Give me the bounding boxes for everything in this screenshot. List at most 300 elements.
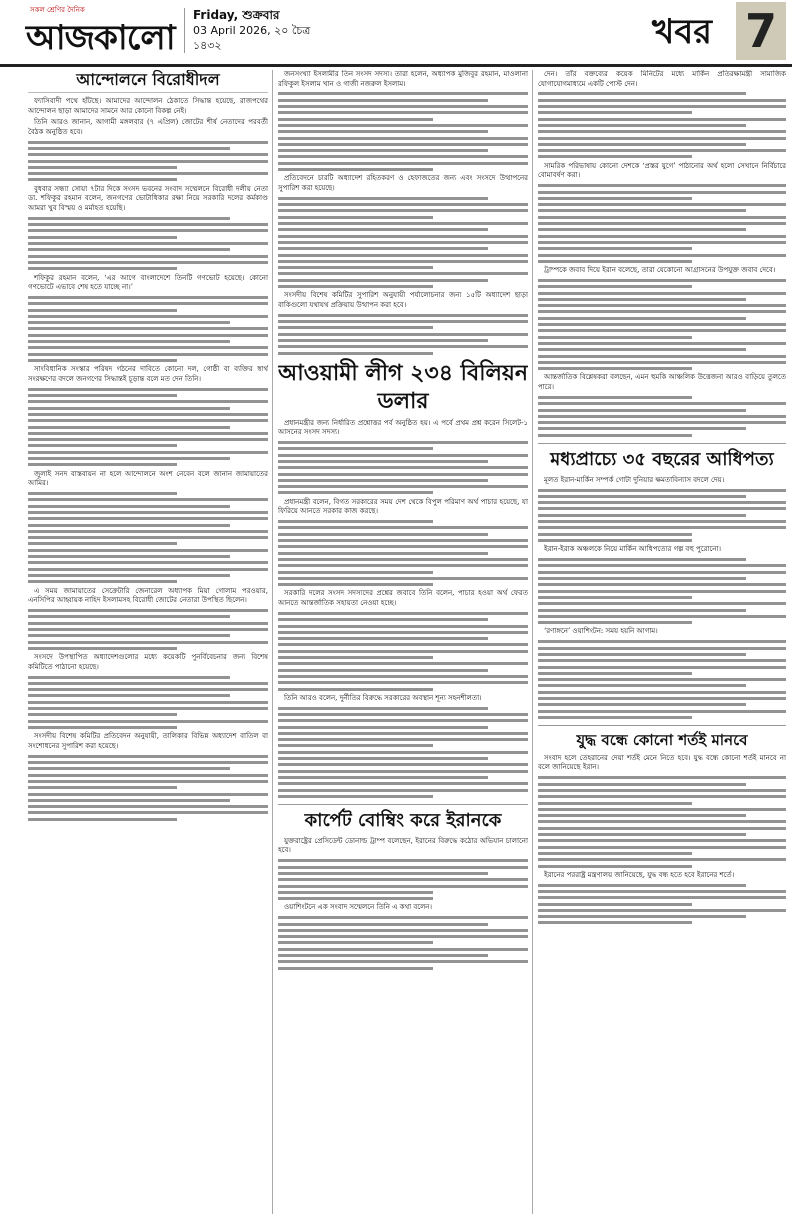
text-line xyxy=(278,254,528,257)
text-line xyxy=(538,124,746,127)
text-line xyxy=(28,327,268,330)
text-line xyxy=(28,561,268,564)
text-line xyxy=(538,716,692,719)
text-line xyxy=(28,248,230,251)
text-line xyxy=(278,441,528,444)
text-line xyxy=(278,92,528,95)
text-line xyxy=(538,795,786,798)
text-line xyxy=(538,653,746,656)
text-line xyxy=(538,105,786,108)
text-line xyxy=(28,153,268,156)
masthead xyxy=(0,0,792,67)
text-line xyxy=(538,884,746,887)
text-line xyxy=(538,802,692,805)
text-line xyxy=(28,359,177,362)
text-line xyxy=(538,228,746,231)
text-line xyxy=(28,811,268,814)
text-line xyxy=(28,761,268,764)
text-block xyxy=(28,609,268,650)
text-line xyxy=(28,229,268,232)
text-line xyxy=(538,909,786,912)
article-paragraph: ইরানের পররাষ্ট্র মন্ত্রণালয় জানিয়েছে, যুদ্ধ বন্ধ হতে হবে ইরানের শর্তে। xyxy=(544,870,735,879)
article-paragraph: সাংবিধানিক সংস্কার পরিষদ গঠনের দাবিতে কোনো দল, গোষ্ঠী বা ব্যক্তির স্বার্থ সংরক্ষণের বদলে জনগণের সিদ্ধান্তই চূড়ান্ত বলে মত দেন তিনি। xyxy=(28,365,268,383)
text-line xyxy=(28,713,177,716)
text-line xyxy=(538,839,786,842)
text-block xyxy=(278,916,528,969)
text-line xyxy=(538,814,746,817)
text-line xyxy=(28,261,268,264)
text-line xyxy=(538,434,692,437)
text-line xyxy=(538,710,786,713)
article-paragraph: প্রধানমন্ত্রী বলেন, বিগত সরকারের সময় দেশ থেকে বিপুল পরিমাণ অর্থ পাচার হয়েছে, যা ফিরিয়ে আনতে সরকার কাজ করছে। xyxy=(278,497,528,516)
text-line xyxy=(278,479,488,482)
text-line xyxy=(28,400,268,403)
column-left xyxy=(28,70,268,1214)
text-line xyxy=(278,776,488,779)
text-line xyxy=(538,697,786,700)
text-line xyxy=(538,833,746,836)
text-line xyxy=(278,545,528,548)
text-line xyxy=(538,241,786,244)
text-line xyxy=(28,438,268,441)
text-line xyxy=(278,577,528,580)
text-line xyxy=(28,517,268,520)
newspaper-logo xyxy=(26,6,176,58)
text-line xyxy=(278,222,528,225)
text-line xyxy=(278,333,528,336)
article-paragraph: ফ্যাসিবাদী পথে হাঁটছে। আমাদের আন্দোলন ঠেকাতে সিদ্ধান্ত হয়েছে, রাজপথের আন্দোলন ছাড়া আমাদের সামনে আর কোনো বিকল্প নেই। xyxy=(28,97,268,115)
text-line xyxy=(538,137,786,140)
text-line xyxy=(28,160,268,163)
text-line xyxy=(538,191,786,194)
text-line xyxy=(278,625,528,628)
text-line xyxy=(278,631,528,634)
article-body xyxy=(278,837,528,970)
article-headline: আন্দোলনে বিরোধীদল xyxy=(28,70,268,93)
text-line xyxy=(28,223,268,226)
text-line xyxy=(538,396,692,399)
text-line xyxy=(278,235,528,238)
text-line xyxy=(28,498,268,501)
text-line xyxy=(538,427,746,430)
text-line xyxy=(538,865,692,868)
text-line xyxy=(538,558,746,561)
text-block xyxy=(278,92,528,171)
text-line xyxy=(28,451,268,454)
article-paragraph: ওয়াশিংটনে এক সংবাদ সম্মেলনে তিনি এ কথা বলেন। xyxy=(284,903,432,912)
text-line xyxy=(538,514,746,517)
text-line xyxy=(278,473,528,476)
logo-tagline: সকল শ্রেণির দৈনিক xyxy=(30,6,85,14)
article-paragraph: এ সময় জামায়াতের সেক্রেটারি জেনারেল অধ্যাপক মিয়া গোলাম পরওয়ার, এনসিপির আহ্বায়ক নাহিদ ইসলামসহ বিরোধী জোটের নেতারা উপস্থিত ছিলেন। xyxy=(28,586,268,605)
text-line xyxy=(278,656,433,659)
text-line xyxy=(28,413,268,416)
text-block xyxy=(278,520,528,586)
text-line xyxy=(28,580,177,583)
text-line xyxy=(538,615,786,618)
text-line xyxy=(278,162,528,165)
text-line xyxy=(538,921,692,924)
article-paragraph: দেন। তাঁর বক্তব্যের কয়েক মিনিটের মধ্যে মার্কিন প্রতিরক্ষামন্ত্রী সামাজিক যোগাযোগমাধ্যমে একটি পোস্ট দেন। xyxy=(538,70,786,88)
text-line xyxy=(538,691,786,694)
text-block xyxy=(278,441,528,494)
text-block xyxy=(538,884,786,925)
text-line xyxy=(538,209,746,212)
text-line xyxy=(28,315,268,318)
text-line xyxy=(278,897,433,900)
text-line xyxy=(538,421,786,424)
text-line xyxy=(278,941,433,944)
text-line xyxy=(278,460,488,463)
text-line xyxy=(538,279,786,282)
text-line xyxy=(28,609,268,612)
text-line xyxy=(278,643,528,646)
text-line xyxy=(538,915,746,918)
article-paragraph: সরকারি দলের সংসদ সদস্যদের প্রশ্নের জবাবে তিনি বলেন, পাচার হওয়া অর্থ ফেরত আনতে আন্তর্জাতিক সহায়তা নেওয়া হচ্ছে। xyxy=(278,589,528,608)
text-line xyxy=(278,285,433,288)
text-line xyxy=(28,432,268,435)
text-line xyxy=(278,960,528,963)
article-body xyxy=(538,754,786,925)
text-line xyxy=(538,820,786,823)
article-paragraph: আন্তর্জাতিক বিশ্লেষকরা বলছেন, এমন হুমকি আঞ্চলিক উত্তেজনা আরও বাড়িয়ে তুলতে পারে। xyxy=(538,373,786,392)
text-line xyxy=(538,808,786,811)
text-line xyxy=(28,628,268,631)
article-paragraph: তিনি আরও জানান, আগামী মঙ্গলবার (৭ এপ্রিল) জোটের শীর্ষ নেতাদের পরবর্তী বৈঠক অনুষ্ঠিত হবে। xyxy=(28,118,268,136)
article-paragraph: মূলত ইরান-মার্কিন সম্পর্ক গোটা দুনিয়ার ক্ষমতাবিন্যাস বদলে দেয়। xyxy=(544,475,725,484)
text-line xyxy=(538,310,786,313)
article-paragraph: সংসদীয় বিশেষ কমিটির প্রতিবেদন অনুযায়ী, তালিকার বিভিন্ন অধ্যাদেশ বাতিল বা সংশোধনের সুপারিশ করা হয়েছে। xyxy=(28,732,268,750)
text-block xyxy=(28,141,268,182)
text-line xyxy=(278,266,433,269)
text-line xyxy=(278,558,528,561)
text-line xyxy=(538,342,786,345)
text-block xyxy=(278,707,528,798)
text-line xyxy=(278,681,528,684)
text-line xyxy=(28,388,268,391)
text-line xyxy=(278,948,528,951)
text-line xyxy=(278,533,488,536)
text-line xyxy=(28,166,177,169)
text-line xyxy=(28,641,268,644)
text-line xyxy=(538,99,786,102)
text-line xyxy=(278,520,433,523)
article-headline: কার্পেট বোম্বিং করে ইরানকে xyxy=(278,804,528,833)
text-line xyxy=(538,409,746,412)
text-line xyxy=(538,647,786,650)
text-line xyxy=(278,130,488,133)
text-line xyxy=(538,858,786,861)
text-line xyxy=(538,254,786,257)
text-line xyxy=(28,555,230,558)
text-line xyxy=(278,782,528,785)
text-line xyxy=(538,890,786,893)
article-headline: যুদ্ধ বন্ধে কোনো শর্তই মানবে xyxy=(538,725,786,750)
text-line xyxy=(278,209,528,212)
text-block xyxy=(278,612,528,691)
text-line xyxy=(278,149,488,152)
text-line xyxy=(278,216,433,219)
text-line xyxy=(278,552,488,555)
article-paragraph: জুলাই সনদ বাস্তবায়ন না হলে আন্দোলনে অংশ নেবেন বলে জানান জামায়াতের আমির। xyxy=(28,469,268,488)
column-divider xyxy=(272,70,273,1214)
text-line xyxy=(538,367,692,370)
text-line xyxy=(278,571,433,574)
text-line xyxy=(538,590,786,593)
text-line xyxy=(28,511,268,514)
text-line xyxy=(278,688,433,691)
text-line xyxy=(538,602,786,605)
text-line xyxy=(538,684,746,687)
article-headline: মধ্যপ্রাচ্যে ৩৫ বছরের আধিপত্য xyxy=(538,443,786,472)
text-line xyxy=(278,168,433,171)
text-line xyxy=(538,118,786,121)
text-line xyxy=(28,799,230,802)
text-line xyxy=(538,130,786,133)
article-paragraph: ‘রণাঙ্গনে’ ওয়াশিংটন: সময় হয়নি আগাম। xyxy=(544,627,658,636)
text-line xyxy=(538,143,746,146)
article-paragraph: যুক্তরাষ্ট্রের প্রেসিডেন্ট ডোনাল্ড ট্রাম্প বলেছেন, ইরানের বিরুদ্ধে কঠোর অভিযান চালানো হবে। xyxy=(278,836,528,855)
text-line xyxy=(538,533,692,536)
text-block xyxy=(538,489,786,542)
text-line xyxy=(278,757,488,760)
article-paragraph: সংবাদ হলে তেহরানের দেয়া শর্তই মেনে নিতে হবে। যুদ্ধ বন্ধে কোনো শর্তই মানবে না বলে জানিয়েছে ইরান। xyxy=(538,753,786,772)
text-line xyxy=(538,896,786,899)
text-line xyxy=(278,272,528,275)
article-paragraph: জনসংখ্যা ইসলামীর তিন সংসদ সদস্য। তারা হলেন, অধ্যাপক মুজিবুর রহমান, মাওলানা রফিকুল ইসলাম খান ও গাজী নজরুল ইসলাম। xyxy=(278,70,528,88)
text-line xyxy=(278,967,433,970)
article-paragraph: প্রতিবেদনে চারটি অধ্যাদেশ রহিতকরণ ও হেফাজতের জন্য এবং সংসদে উত্থাপনের সুপারিশ করা হয়েছে। xyxy=(278,174,528,192)
text-line xyxy=(538,292,786,295)
text-block xyxy=(278,197,528,288)
text-line xyxy=(278,650,528,653)
text-line xyxy=(538,903,692,906)
text-line xyxy=(28,793,268,796)
text-line xyxy=(28,334,268,337)
text-line xyxy=(278,352,433,355)
text-line xyxy=(538,526,786,529)
text-line xyxy=(28,707,268,710)
text-line xyxy=(28,767,230,770)
dateline-day: Friday, শুক্রবার xyxy=(193,8,280,22)
text-line xyxy=(538,203,786,206)
text-line xyxy=(538,92,746,95)
text-line xyxy=(538,216,786,219)
text-line xyxy=(278,726,488,729)
text-line xyxy=(278,118,433,121)
text-line xyxy=(28,147,230,150)
text-line xyxy=(28,321,230,324)
text-line xyxy=(28,574,230,577)
text-line xyxy=(278,923,488,926)
text-line xyxy=(28,407,230,410)
text-line xyxy=(278,228,488,231)
article-paragraph: সংসদীয় বিশেষ কমিটির সুপারিশ অনুযায়ী পর্যালোচনার জন্য ১৫টি অধ্যাদেশ ছাড়া বাকিগুলো যথাযথ প্রক্রিয়ায় উত্থাপন করা হবে। xyxy=(278,291,528,309)
text-line xyxy=(538,323,786,326)
text-line xyxy=(538,317,746,320)
text-line xyxy=(28,217,230,220)
text-line xyxy=(278,751,528,754)
text-line xyxy=(278,878,528,881)
text-block xyxy=(28,492,268,583)
text-line xyxy=(538,111,692,114)
text-line xyxy=(538,149,786,152)
text-line xyxy=(538,621,692,624)
text-line xyxy=(538,672,692,675)
article-continuation xyxy=(278,70,528,355)
text-line xyxy=(28,542,177,545)
text-line xyxy=(538,361,786,364)
text-line xyxy=(278,770,528,773)
text-line xyxy=(538,571,786,574)
text-line xyxy=(278,326,433,329)
article-paragraph: প্রধানমন্ত্রীর জন্য নির্ধারিত প্রশ্নোত্তর পর্ব অনুষ্ঠিত হয়। এ পর্বে প্রথম প্রশ্ন করেন সিলেট-১ আসনের সংসদ সদস্য। xyxy=(278,418,528,437)
text-line xyxy=(28,394,177,397)
text-line xyxy=(278,795,433,798)
text-line xyxy=(538,489,786,492)
text-line xyxy=(278,197,488,200)
text-line xyxy=(278,491,433,494)
text-line xyxy=(538,659,786,662)
text-line xyxy=(278,454,528,457)
text-line xyxy=(278,916,528,919)
text-line xyxy=(278,111,528,114)
text-line xyxy=(538,415,786,418)
article-body xyxy=(538,476,786,719)
article-body xyxy=(28,97,268,821)
text-line xyxy=(538,402,786,405)
text-line xyxy=(538,304,786,307)
text-line xyxy=(278,662,528,665)
text-line xyxy=(28,530,268,533)
text-block xyxy=(538,776,786,867)
text-line xyxy=(28,694,230,697)
text-line xyxy=(28,492,177,495)
text-line xyxy=(278,143,528,146)
article-headline: আওয়ামী লীগ ২৩৪ বিলিয়ন ডলার xyxy=(278,359,528,414)
text-line xyxy=(278,637,488,640)
text-line xyxy=(28,622,268,625)
text-line xyxy=(28,524,230,527)
text-line xyxy=(278,954,488,957)
text-line xyxy=(28,353,268,356)
text-line xyxy=(278,866,528,869)
text-line xyxy=(278,339,488,342)
text-line xyxy=(538,609,746,612)
text-line xyxy=(28,688,268,691)
text-line xyxy=(538,640,786,643)
text-line xyxy=(278,447,433,450)
text-line xyxy=(28,172,268,175)
text-line xyxy=(28,676,230,679)
newspaper-name: আজকালো xyxy=(26,18,175,58)
text-line xyxy=(538,298,746,301)
text-line xyxy=(538,596,692,599)
text-block xyxy=(28,755,268,821)
text-line xyxy=(278,583,433,586)
text-line xyxy=(538,539,692,542)
text-line xyxy=(278,241,528,244)
text-line xyxy=(538,776,786,779)
text-line xyxy=(538,703,746,706)
text-line xyxy=(28,536,268,539)
text-line xyxy=(278,732,528,735)
text-line xyxy=(278,314,528,317)
text-line xyxy=(278,885,528,888)
text-line xyxy=(28,786,177,789)
text-line xyxy=(278,345,528,348)
text-line xyxy=(28,805,268,808)
text-line xyxy=(538,583,786,586)
text-line xyxy=(28,818,177,821)
text-line xyxy=(28,634,230,637)
text-line xyxy=(278,707,488,710)
text-line xyxy=(28,255,268,258)
text-line xyxy=(278,763,528,766)
text-line xyxy=(28,309,177,312)
text-line xyxy=(538,577,746,580)
text-line xyxy=(278,618,488,621)
text-line xyxy=(28,463,177,466)
text-line xyxy=(278,612,528,615)
text-line xyxy=(278,485,528,488)
article-paragraph: সংসদে উপস্থাপিত অধ্যাদেশগুলোর মধ্যে কয়েকটি পুনর্বিবেচনার জন্য বিশেষ কমিটিতে পাঠানো হয়েছে। xyxy=(28,653,268,671)
article-paragraph: তিনি আরও বলেন, দুর্নীতির বিরুদ্ধে সরকারের অবস্থান শূন্য সহনশীলতা। xyxy=(284,693,482,702)
article-body xyxy=(278,419,528,798)
text-line xyxy=(538,827,786,830)
text-line xyxy=(278,203,528,206)
text-line xyxy=(28,701,268,704)
column-middle xyxy=(278,70,528,1214)
text-line xyxy=(28,419,268,422)
text-line xyxy=(538,355,786,358)
text-line xyxy=(538,852,692,855)
text-block xyxy=(538,279,786,370)
page-number: 7 xyxy=(736,2,786,60)
text-line xyxy=(538,564,786,567)
article-continuation xyxy=(538,70,786,437)
text-line xyxy=(28,720,268,723)
text-line xyxy=(538,285,692,288)
text-block xyxy=(538,396,786,437)
text-line xyxy=(538,846,786,849)
text-line xyxy=(538,235,786,238)
text-line xyxy=(538,520,786,523)
text-line xyxy=(28,426,230,429)
text-line xyxy=(278,260,528,263)
text-line xyxy=(28,141,268,144)
text-line xyxy=(278,669,488,672)
text-line xyxy=(538,260,692,263)
dateline xyxy=(184,8,323,53)
text-line xyxy=(278,564,528,567)
dateline-date: 03 April 2026, ২০ চৈত্র ১৪৩২ xyxy=(193,24,311,52)
text-line xyxy=(278,738,528,741)
text-line xyxy=(278,713,528,716)
text-line xyxy=(278,247,488,250)
text-block xyxy=(538,184,786,263)
text-line xyxy=(538,336,692,339)
text-line xyxy=(28,647,177,650)
text-line xyxy=(28,178,177,181)
article-paragraph: বুধবার সন্ধ্যা সোয়া ৭টার দিকে সংসদ ভবনের সংবাদ সম্মেলনে বিরোধী দলীয় নেতা ডা. শফিকুর রহমান বলেন, জনগণের ভোটাধিকার রক্ষা নিয়ে সরকারি দলের কর্মকাণ্ড আমরা খুব বিস্ময় ও মর্মাহত হয়েছি। xyxy=(28,184,268,212)
text-line xyxy=(28,346,268,349)
text-line xyxy=(538,678,786,681)
text-line xyxy=(538,348,746,351)
text-line xyxy=(278,320,528,323)
text-line xyxy=(538,329,786,332)
text-line xyxy=(538,501,786,504)
